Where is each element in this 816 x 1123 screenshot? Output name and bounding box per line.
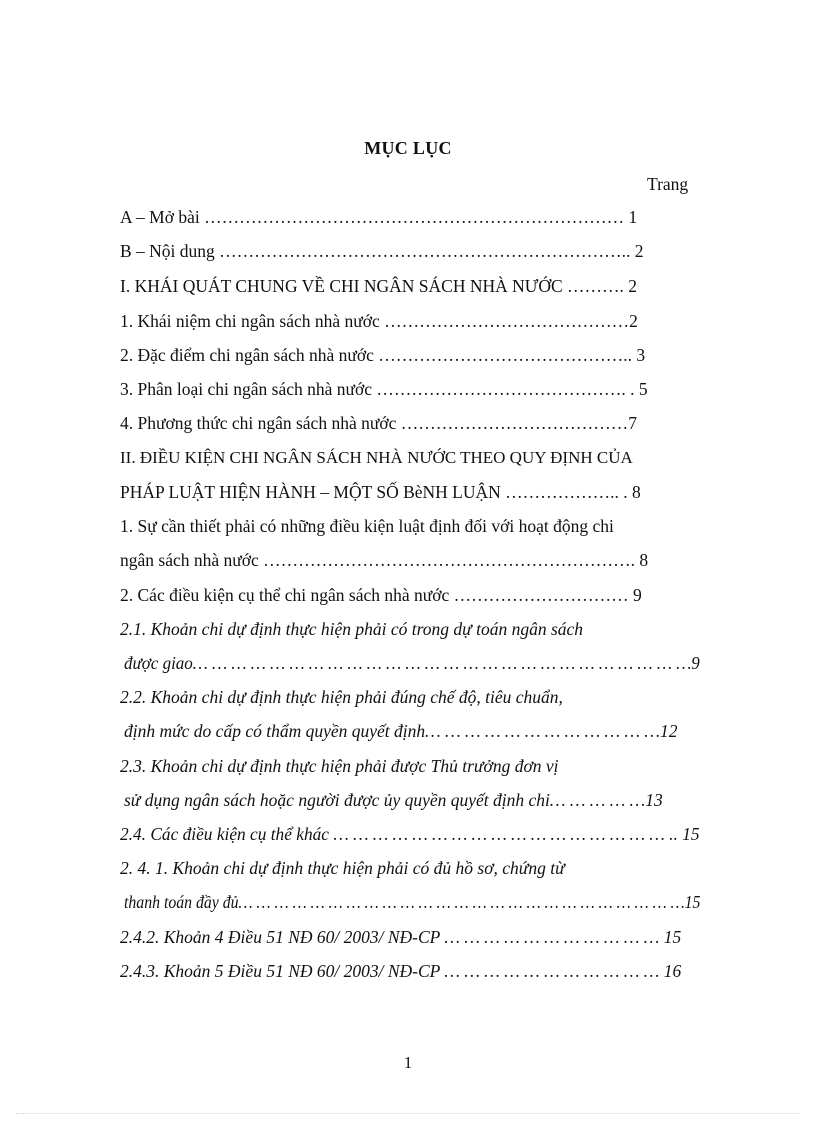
page-number: 1: [403, 1053, 413, 1072]
toc-entry-1-3: 3. Phân loại chi ngân sách nhà nước ……………………………………. . 5: [120, 379, 648, 399]
toc-entry-2-4-2: 2.4.2. Khoản 4 Điều 51 NĐ 60/ 2003/ NĐ-CP … … … … … … … … … … … 15: [120, 927, 682, 947]
toc-entry-2-4-1-line2: thanh toán đầy đủ… … … … … … … … … … … … … … … … … … … … … … … … …15: [124, 892, 701, 912]
toc-entry-section-2-line2: PHÁP LUẬT HIỆN HÀNH – MỘT SỐ BèNH LUẬN ……………….. . 8: [120, 482, 641, 502]
toc-entry-2-2: 2. Các điều kiện cụ thể chi ngân sách nhà nước ………………………… 9: [120, 585, 642, 605]
toc-entry-2-1-line1: 1. Sự cần thiết phải có những điều kiện luật định đối với hoạt động chi: [120, 516, 614, 536]
toc-entry-2-2-1-line1: 2.1. Khoản chi dự định thực hiện phải có trong dự toán ngân sách: [120, 619, 584, 639]
toc-entry-2-2-3-line1: 2.3. Khoản chi dự định thực hiện phải được Thủ trưởng đơn vị: [120, 756, 559, 776]
page-bottom-divider: [16, 1113, 800, 1114]
toc-entry-2-4-1-line1: 2. 4. 1. Khoản chi dự định thực hiện phải có đủ hồ sơ, chứng từ: [120, 858, 565, 878]
toc-entry-section-1: I. KHÁI QUÁT CHUNG VỀ CHI NGÂN SÁCH NHÀ NƯỚC ………. 2: [120, 276, 638, 296]
toc-entry-2-2-1-line2: được giao… … … … … … … … … … … … … … … … … … … … … … … … … …9: [124, 653, 700, 673]
toc-entry-section-2-line1: II. ĐIỀU KIỆN CHI NGÂN SÁCH NHÀ NƯỚC THEO QUY ĐỊNH CỦA: [120, 448, 633, 467]
toc-entry-1-1: 1. Khái niệm chi ngân sách nhà nước ……………………………………2: [120, 311, 638, 331]
toc-entry-2-2-2-line1: 2.2. Khoản chi dự định thực hiện phải đúng chế độ, tiêu chuẩn,: [120, 687, 563, 707]
toc-entry-2-2-4: 2.4. Các điều kiện cụ thể khác … … … … … … … … … … … … … … … … … .. 15: [120, 824, 700, 844]
toc-entry-2-4-3: 2.4.3. Khoản 5 Điều 51 NĐ 60/ 2003/ NĐ-CP … … … … … … … … … … … 16: [120, 961, 682, 981]
toc-entry-a: A – Mở bài ……………………………………………………………… 1: [120, 207, 638, 227]
toc-entry-2-1-line2: ngân sách nhà nước ………………………………………………………. 8: [120, 550, 649, 570]
toc-entry-b: B – Nội dung …………………………………………………………….. 2: [120, 241, 644, 261]
toc-entry-2-2-2-line2: định mức do cấp có thẩm quyền quyết định… … … … … … … … … … … …12: [124, 721, 678, 741]
toc-entry-1-2: 2. Đặc điểm chi ngân sách nhà nước …………………………………….. 3: [120, 345, 646, 365]
toc-heading: MỤC LỤC: [364, 138, 452, 158]
toc-entry-2-2-3-line2: sử dụng ngân sách hoặc người được ủy quyền quyết định chi… … … … …13: [124, 790, 663, 810]
toc-entry-1-4: 4. Phương thức chi ngân sách nhà nước …………………………………7: [120, 413, 637, 433]
page-column-label: Trang: [647, 174, 689, 194]
